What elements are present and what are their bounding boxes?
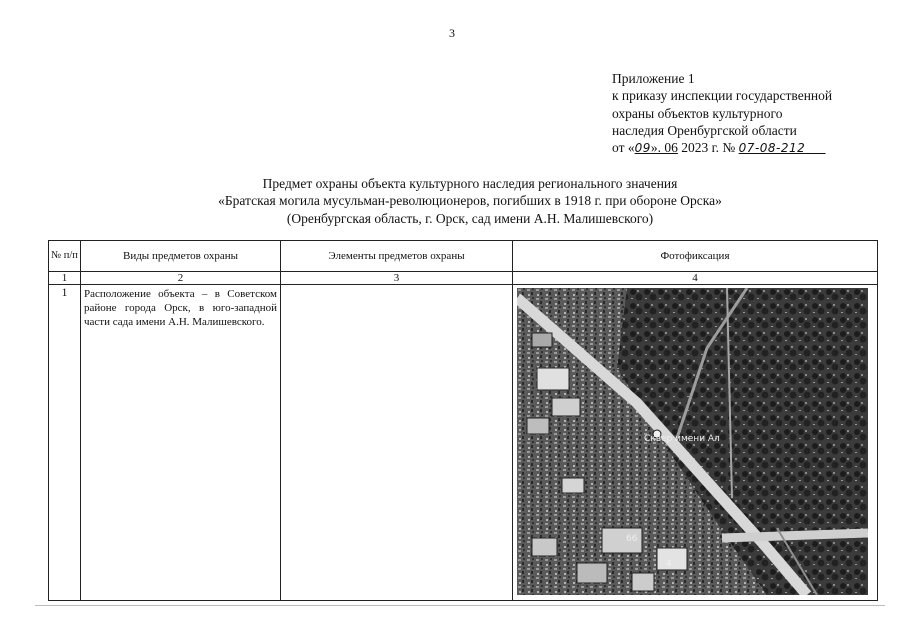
document-title (120, 175, 820, 227)
appendix-date-line (612, 139, 832, 157)
photo-label-main: Сквер имени Ал (644, 434, 720, 444)
title-line-3: (Оренбургская область, г. Орск, сад имени А.Н. Малишевского) (286, 210, 654, 226)
header-number: № п/п (49, 241, 81, 272)
date-day-handwritten: 09 (634, 141, 651, 156)
date-month: ». 06 (650, 140, 678, 156)
header-elements: Элементы предметов охраны (281, 241, 513, 272)
scan-edge-line (35, 605, 885, 606)
appendix-line-4: наследия Оренбургской области (612, 122, 797, 138)
row-photo-cell (513, 285, 878, 601)
date-prefix: от « (612, 140, 635, 156)
table-number-row (49, 272, 878, 285)
table-header-row (49, 241, 878, 272)
order-number-handwritten: 07-08-212 (738, 141, 806, 156)
aerial-photo (517, 288, 868, 595)
row-elements (281, 285, 513, 601)
col-number-2: 2 (81, 272, 281, 285)
appendix-block (612, 70, 832, 157)
page-number: 3 (449, 26, 455, 40)
header-types: Виды предметов охраны (81, 241, 281, 272)
title-line-2: «Братская могила мусульман-революционеров, погибших в 1918 г. при обороне Орска» (218, 193, 722, 209)
appendix-line-3: охраны объектов культурного (612, 105, 783, 121)
col-number-3: 3 (281, 272, 513, 285)
row-number: 1 (49, 285, 81, 601)
col-number-4: 4 (513, 272, 878, 285)
date-year: 2023 г. № (677, 140, 739, 156)
row-type-description: Расположение объекта – в Советском районе города Орск, в юго-западной части сада имени А.Н. Малишевского. (81, 285, 281, 601)
photo-label-66: 66 (626, 534, 638, 544)
header-photo: Фотофиксация (513, 241, 878, 272)
appendix-line-1: Приложение 1 (612, 71, 695, 86)
col-number-1: 1 (49, 272, 81, 285)
aerial-photo-graphic (517, 288, 868, 595)
title-line-1: Предмет охраны объекта культурного наследия регионального значения (262, 176, 678, 191)
appendix-line-2: к приказу инспекции государственной (612, 88, 833, 104)
protection-table (48, 240, 878, 601)
photo-label-4: 4 (666, 559, 672, 569)
table-row (49, 285, 878, 601)
